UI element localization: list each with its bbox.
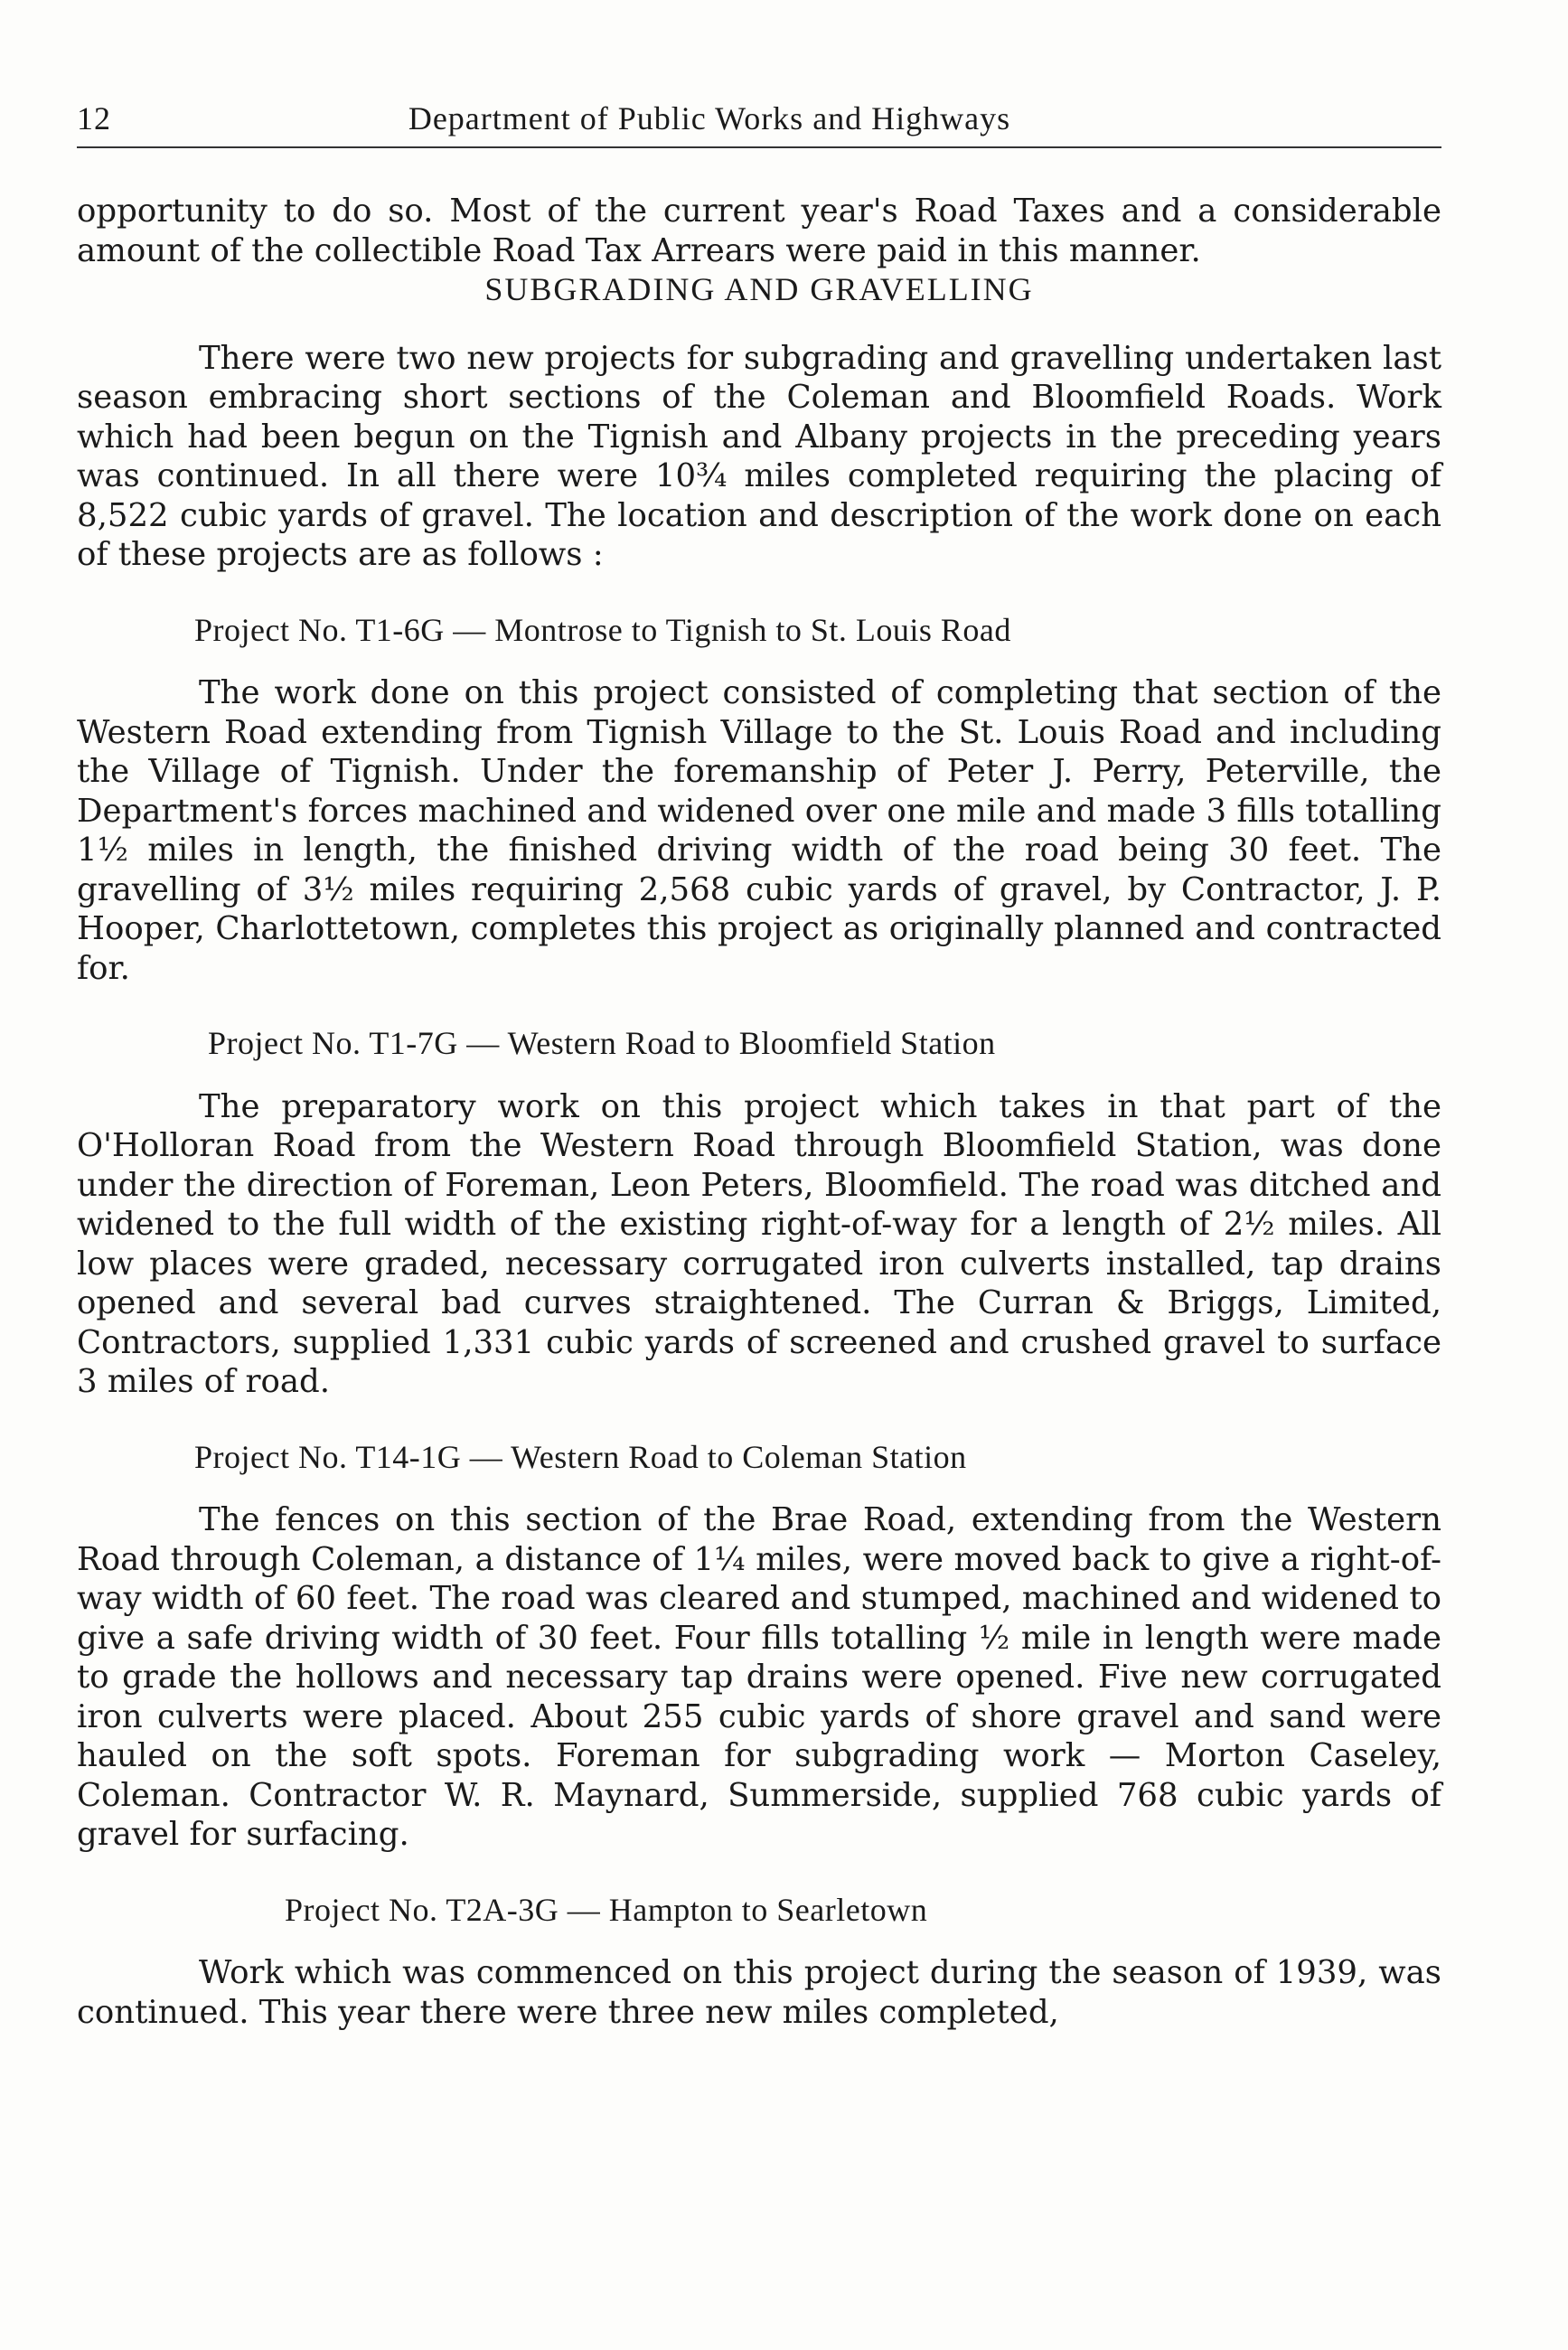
running-header bbox=[77, 99, 1441, 148]
section-heading: SUBGRADING AND GRAVELLING bbox=[484, 271, 1034, 307]
project-heading-t2a-3g: Project No. T2A-3G — Hampton to Searletown bbox=[285, 1891, 928, 1928]
project-heading-t1-7g: Project No. T1-7G — Western Road to Bloomfield Station bbox=[208, 1025, 996, 1061]
project-paragraph-t1-7g: The preparatory work on this project which takes in that part of the O'Holloran Road from the Western Road through Bloomfield Station, was done under the direction of Foreman, Leon Peters, Bloomfield. The road was ditched and widened to the full width of the existing right-of-way for a length of 2½ miles. All low places were graded, necessary corrugated iron culverts installed, tap drains opened and several bad curves straightened. The Curran & Briggs, Limited, Contractors, supplied 1,331 cubic yards of screened and crushed gravel to surface 3 miles of road. bbox=[77, 1087, 1441, 1400]
header-title: Department of Public Works and Highways bbox=[408, 100, 1011, 136]
intro-paragraph: opportunity to do so. Most of the current year's Road Taxes and a considerable amount of the collectible Road Tax Arrears were paid in this manner. bbox=[77, 193, 1441, 269]
page-number: 12 bbox=[77, 100, 111, 136]
project-paragraph-t14-1g: The fences on this section of the Brae Road, extending from the Western Road through Coleman, a distance of 1¼ miles, were moved back to give a right-of-way width of 60 feet. The road was cleared and stumped, machined and widened to give a safe driving width of 30 feet. Four fills totalling ½ mile in length were made to grade the hollows and necessary tap drains were opened. Five new corrugated iron culverts were placed. About 255 cubic yards of shore gravel and sand were hauled on the soft spots. Foreman for subgrading work — Morton Caseley, Coleman. Contractor W. R. Maynard, Summerside, supplied 768 cubic yards of gravel for surfacing. bbox=[77, 1501, 1441, 1853]
section-paragraph: There were two new projects for subgrading and gravelling undertaken last season embracing short sections of the Coleman and Bloomfield Roads. Work which had been begun on the Tignish and Albany projects in the preceding years was continued. In all there were 10¾ miles completed requiring the placing of 8,522 cubic yards of gravel. The location and description of the work done on each of these projects are as follows : bbox=[77, 339, 1441, 573]
page-body bbox=[77, 192, 1441, 2032]
project-paragraph-t2a-3g: Work which was commenced on this project during the season of 1939, was continued. This year there were three new miles completed, bbox=[77, 1954, 1441, 2031]
project-heading-t14-1g: Project No. T14-1G — Western Road to Coleman Station bbox=[194, 1438, 967, 1475]
project-heading-t1-6g: Project No. T1-6G — Montrose to Tignish to St. Louis Road bbox=[194, 611, 1011, 648]
project-paragraph-t1-6g: The work done on this project consisted of completing that section of the Western Road extending from Tignish Village to the St. Louis Road and including the Village of Tignish. Under the foremanship of Peter J. Perry, Peterville, the Department's forces machined and widened over one mile and made 3 fills totalling 1½ miles in length, the finished driving width of the road being 30 feet. The gravelling of 3½ miles requiring 2,568 cubic yards of gravel, by Contractor, J. P. Hooper, Charlottetown, completes this project as originally planned and contracted for. bbox=[77, 674, 1441, 987]
